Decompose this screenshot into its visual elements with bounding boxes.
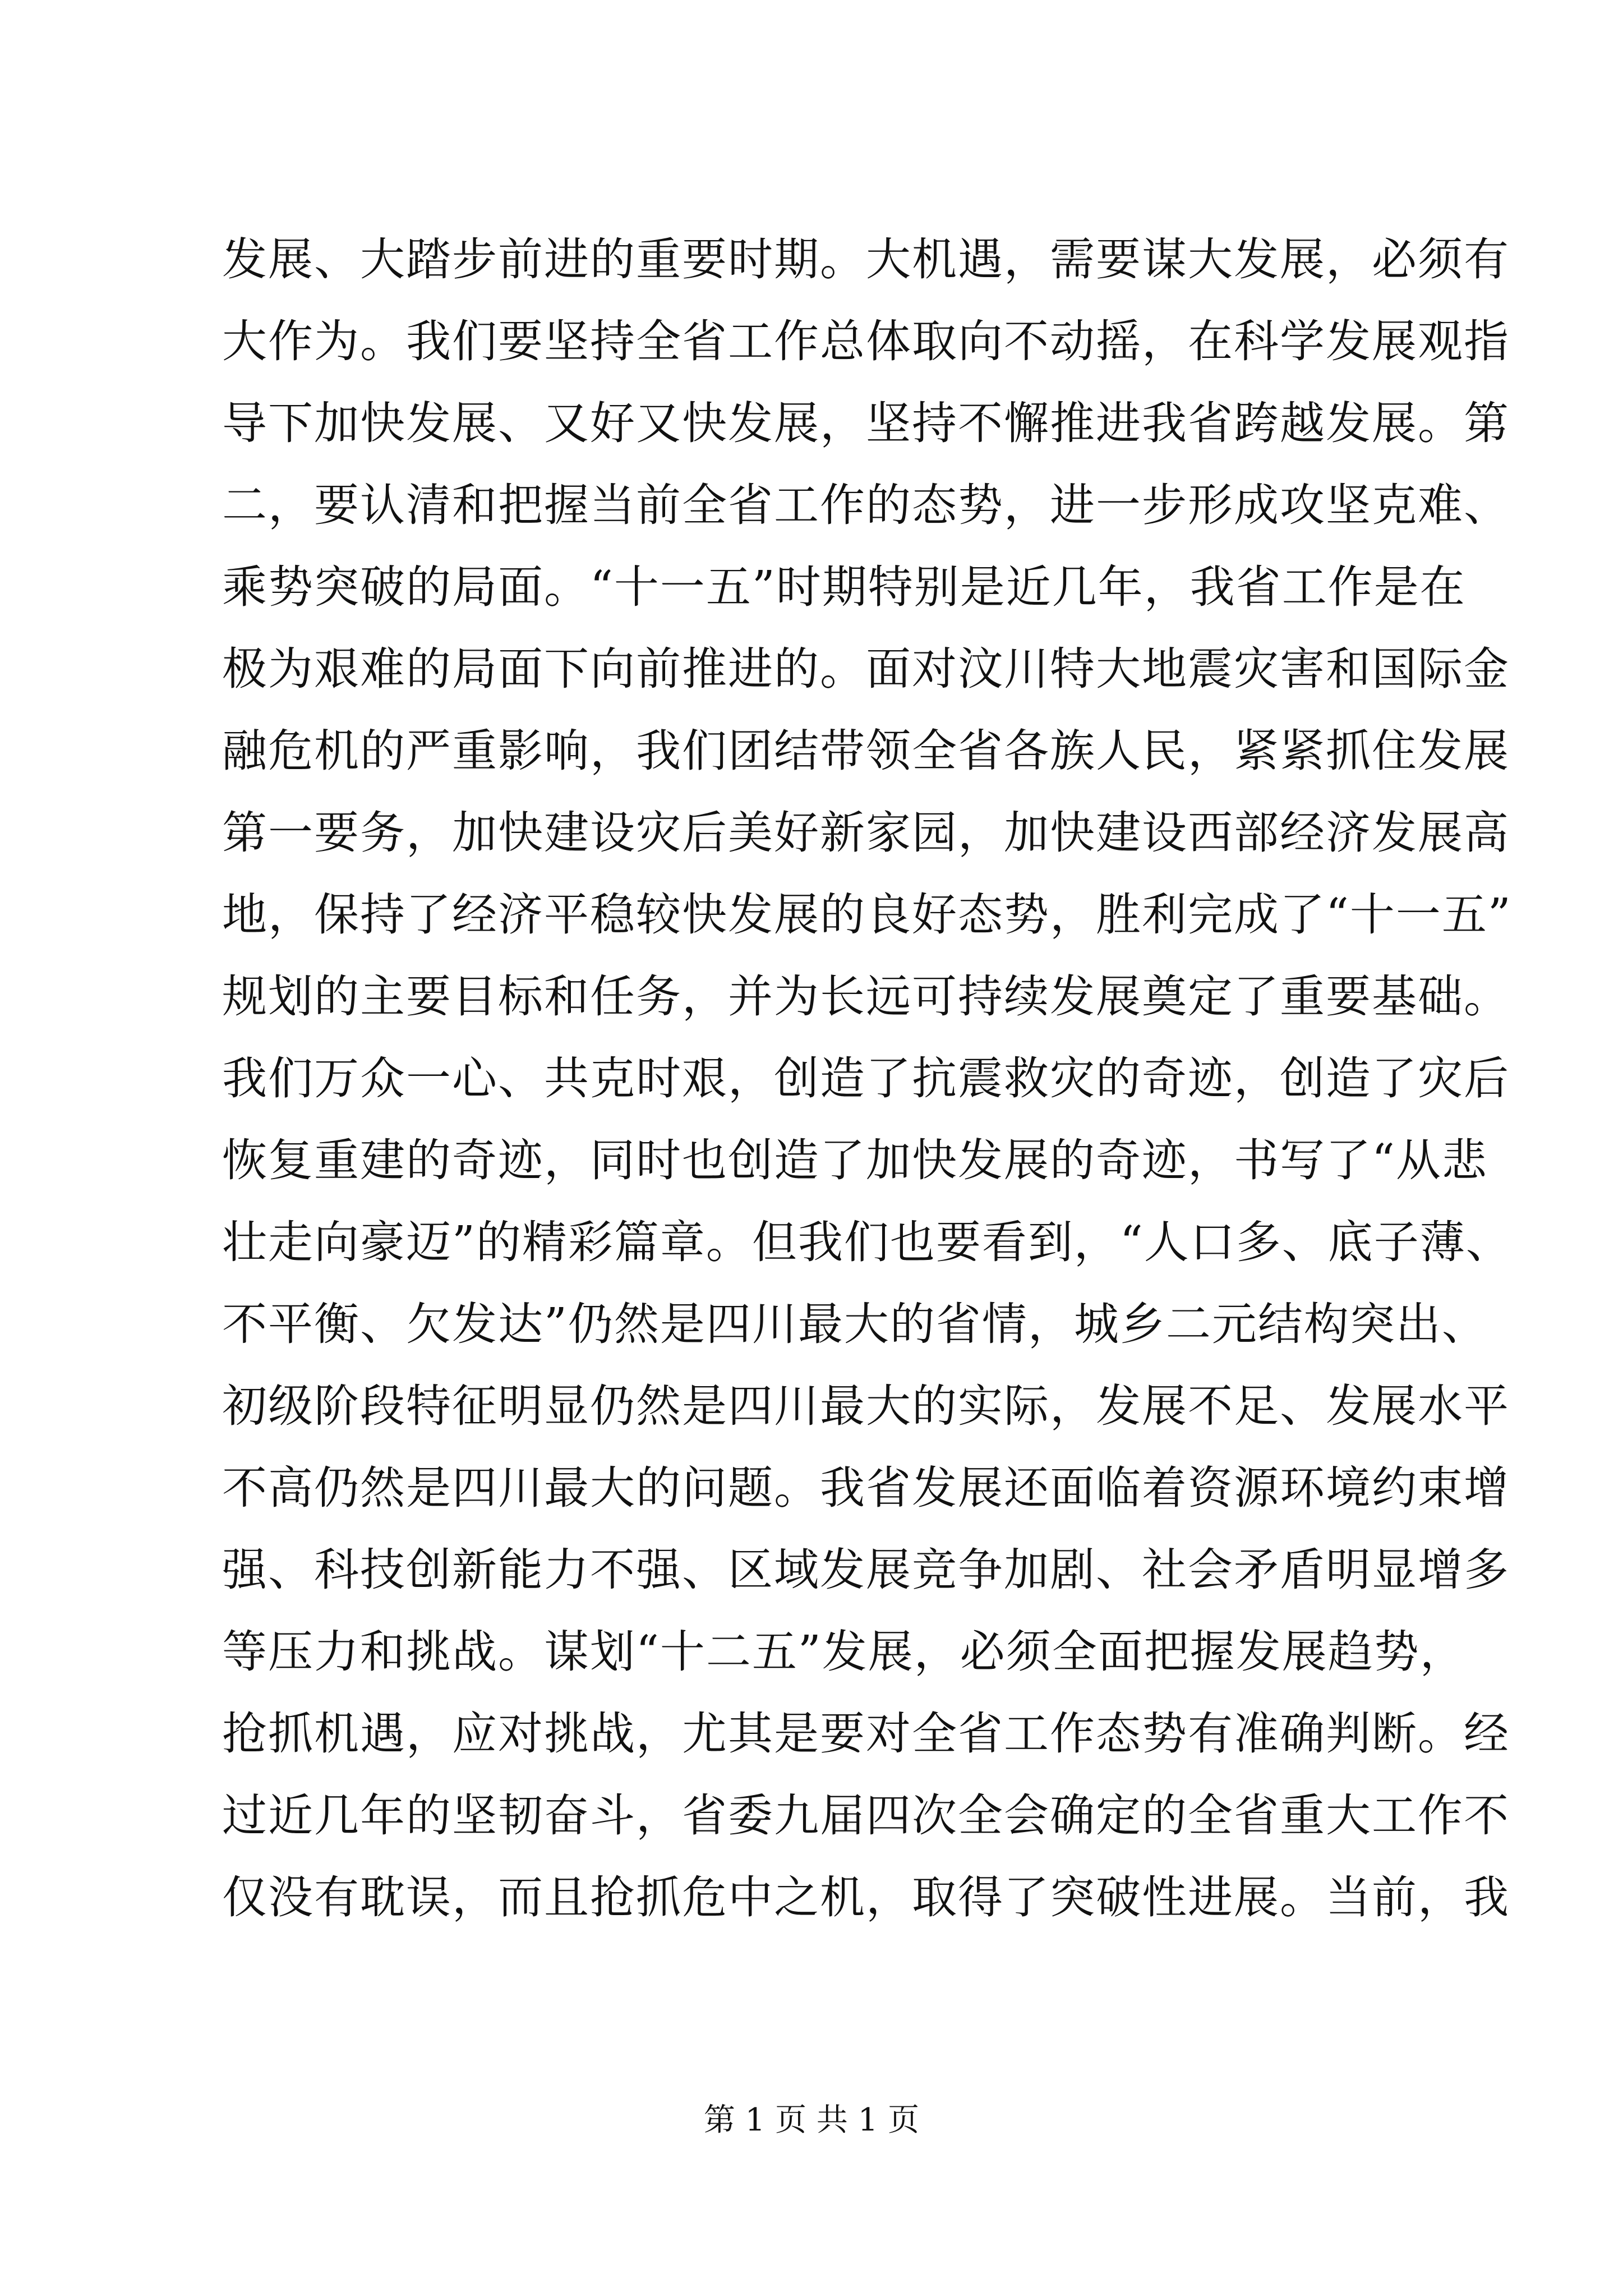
text-line: 过近几年的坚韧奋斗，省委九届四次全会确定的全省重大工作不 [222,1789,1510,1842]
text-line: 发展、大踏步前进的重要时期。大机遇，需要谋大发展，必须有 [222,233,1510,286]
text-line: 恢复重建的奇迹，同时也创造了加快发展的奇迹，书写了“从悲 [222,1134,1488,1186]
page-footer: 第 1 页 共 1 页 [703,2102,920,2138]
body-text [222,219,1512,1939]
text-line: 强、科技创新能力不强、区域发展竞争加剧、社会矛盾明显增多 [222,1544,1510,1596]
text-line: 仅没有耽误，而且抢抓危中之机，取得了突破性进展。当前，我 [222,1871,1510,1924]
text-line: 不平衡、欠发达”仍然是四川最大的省情，城乡二元结构突出、 [222,1298,1488,1350]
text-line: 初级阶段特征明显仍然是四川最大的实际，发展不足、发展水平 [222,1380,1510,1432]
text-line: 等压力和挑战。谋划“十二五”发展，必须全面把握发展趋势， [222,1626,1466,1678]
text-line: 极为艰难的局面下向前推进的。面对汶川特大地震灾害和国际金 [222,643,1510,695]
text-line: 规划的主要目标和任务，并为长远可持续发展奠定了重要基础。 [222,970,1510,1023]
text-line: 大作为。我们要坚持全省工作总体取向不动摇，在科学发展观指 [222,315,1510,367]
text-line: 地，保持了经济平稳较快发展的良好态势，胜利完成了“十一五” [222,889,1512,941]
text-line: 我们万众一心、共克时艰，创造了抗震救灾的奇迹，创造了灾后 [222,1052,1510,1105]
text-line: 导下加快发展、又好又快发展，坚持不懈推进我省跨越发展。第 [222,397,1510,449]
text-line: 不高仍然是四川最大的问题。我省发展还面临着资源环境约束增 [222,1462,1510,1514]
text-line: 壮走向豪迈”的精彩篇章。但我们也要看到，“人口多、底子薄、 [222,1216,1512,1268]
text-line: 融危机的严重影响，我们团结带领全省各族人民，紧紧抓住发展 [222,725,1510,777]
text-line: 二，要认清和把握当前全省工作的态势，进一步形成攻坚克难、 [222,479,1510,531]
text-line: 乘势突破的局面。“十一五”时期特别是近几年，我省工作是在 [222,561,1466,613]
text-line: 第一要务，加快建设灾后美好新家园，加快建设西部经济发展高 [222,807,1510,859]
text-line: 抢抓机遇，应对挑战，尤其是要对全省工作态势有准确判断。经 [222,1708,1510,1760]
